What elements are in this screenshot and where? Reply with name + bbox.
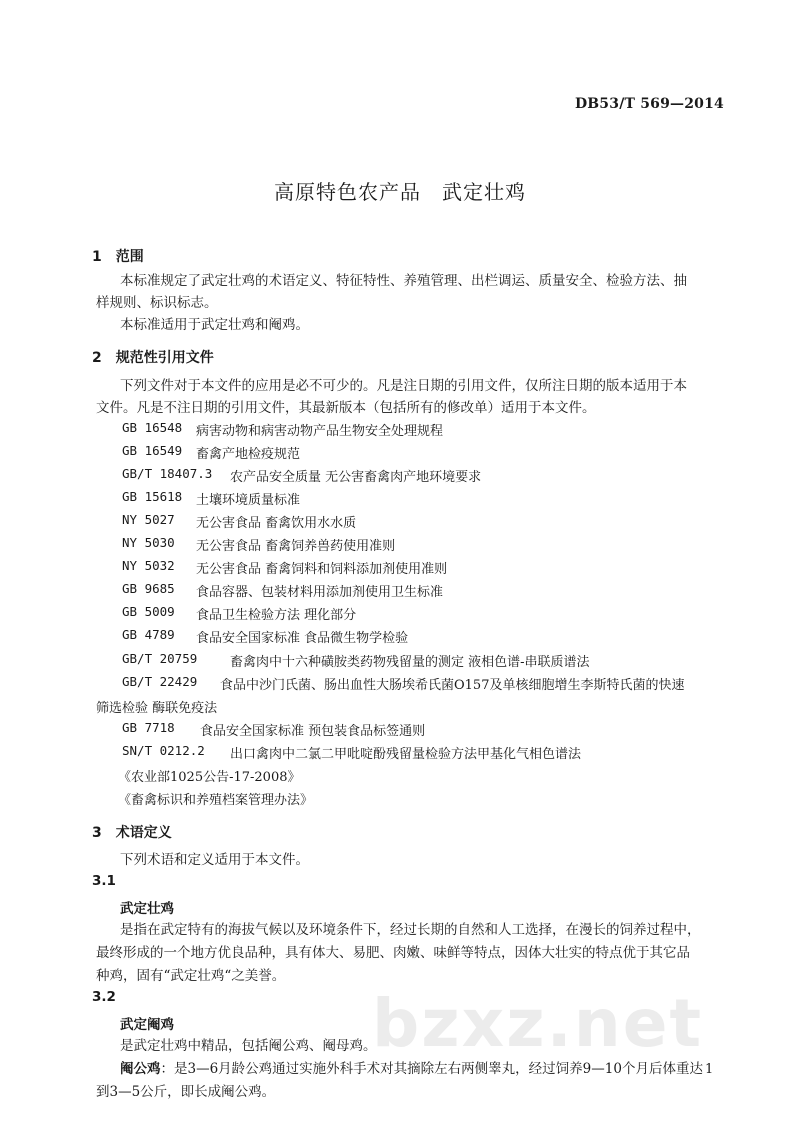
section-2-paragraph-cont: 文件。凡是不注日期的引用文件，其最新版本（包括所有的修改单）适用于本文件。 <box>96 400 596 416</box>
term-number: 3.1 <box>92 873 116 889</box>
reference-item: GB 16549 畜禽产地检疫规范 <box>122 443 301 462</box>
section-3-intro: 下列术语和定义适用于本文件。 <box>120 852 309 868</box>
reference-item: GB 7718 食品安全国家标准 预包装食品标签通则 <box>122 720 426 739</box>
section-1-paragraph-cont: 样规则、标识标志。 <box>96 295 218 311</box>
section-1-paragraph: 本标准规定了武定壮鸡的术语定义、特征特性、养殖管理、出栏调运、质量安全、检验方法、抽 <box>120 273 687 289</box>
reference-item: GB 15618 土壤环境质量标准 <box>122 489 301 508</box>
term-definition-cont: 到3—5公斤，即长成阉公鸡。 <box>96 1084 276 1100</box>
term-title: 武定壮鸡 <box>120 901 174 917</box>
term-number: 3.2 <box>92 989 116 1005</box>
term-label: 阉公鸡 <box>120 1061 161 1077</box>
reference-item: GB 16548 病害动物和病害动物产品生物安全处理规程 <box>122 420 444 439</box>
reference-item: NY 5027 无公害食品 畜禽饮用水水质 <box>122 512 357 531</box>
term-definition: 是指在武定特有的海拔气候以及环境条件下，经过长期的自然和人工选择，在漫长的饲养过程中， <box>120 922 701 938</box>
section-2-paragraph: 下列文件对于本文件的应用是必不可少的。凡是注日期的引用文件，仅所注日期的版本适用于本 <box>120 378 687 394</box>
reference-item: GB 5009 食品卫生检验方法 理化部分 <box>122 604 357 623</box>
reference-item: NY 5030 无公害食品 畜禽饲养兽药使用准则 <box>122 535 396 554</box>
watermark: bzxz.net <box>372 985 704 1062</box>
section-1-heading: 1 范围 <box>92 249 144 265</box>
reference-item: NY 5032 无公害食品 畜禽饲料和饲料添加剂使用准则 <box>122 558 448 577</box>
reference-item: GB/T 22429 食品中沙门氏菌、肠出血性大肠埃希氏菌O157及单核细胞增生李斯特氏菌的快速 <box>122 674 685 693</box>
section-1-scope: 本标准适用于武定壮鸡和阉鸡。 <box>120 317 309 333</box>
term-definition-cont: 最终形成的一个地方优良品种，具有体大、易肥、肉嫩、味鲜等特点，因体大壮实的特点优于其它品 <box>96 945 690 961</box>
reference-item: GB 4789 食品安全国家标准 食品微生物学检验 <box>122 627 409 646</box>
term-definition-cont: 种鸡，固有“武定壮鸡“之美誉。 <box>96 968 286 984</box>
reference-item: GB 9685 食品容器、包装材料用添加剂使用卫生标准 <box>122 581 444 600</box>
section-3-heading: 3 术语定义 <box>92 825 172 841</box>
section-2-heading: 2 规范性引用文件 <box>92 350 214 366</box>
term-title: 武定阉鸡 <box>120 1017 174 1033</box>
page-number: 1 <box>705 1062 714 1077</box>
term-definition: 是武定壮鸡中精品，包括阉公鸡、阉母鸡。 <box>120 1038 377 1054</box>
document-code: DB53/T 569—2014 <box>574 96 724 112</box>
reference-item: SN/T 0212.2 出口禽肉中二氯二甲吡啶酚残留量检验方法甲基化气相色谱法 <box>122 743 582 762</box>
term-definition: 阉公鸡：是3—6月龄公鸡通过实施外科手术对其摘除左右两侧睾丸，经过饲养9—10个月后体重达 <box>120 1061 703 1077</box>
document-title: 高原特色农产品 武定壮鸡 <box>274 180 526 204</box>
reference-item: GB/T 20759 畜禽肉中十六种磺胺类药物残留量的测定 液相色谱-串联质谱法 <box>122 651 590 670</box>
reference-item: GB/T 18407.3 农产品安全质量 无公害畜禽肉产地环境要求 <box>122 466 482 485</box>
